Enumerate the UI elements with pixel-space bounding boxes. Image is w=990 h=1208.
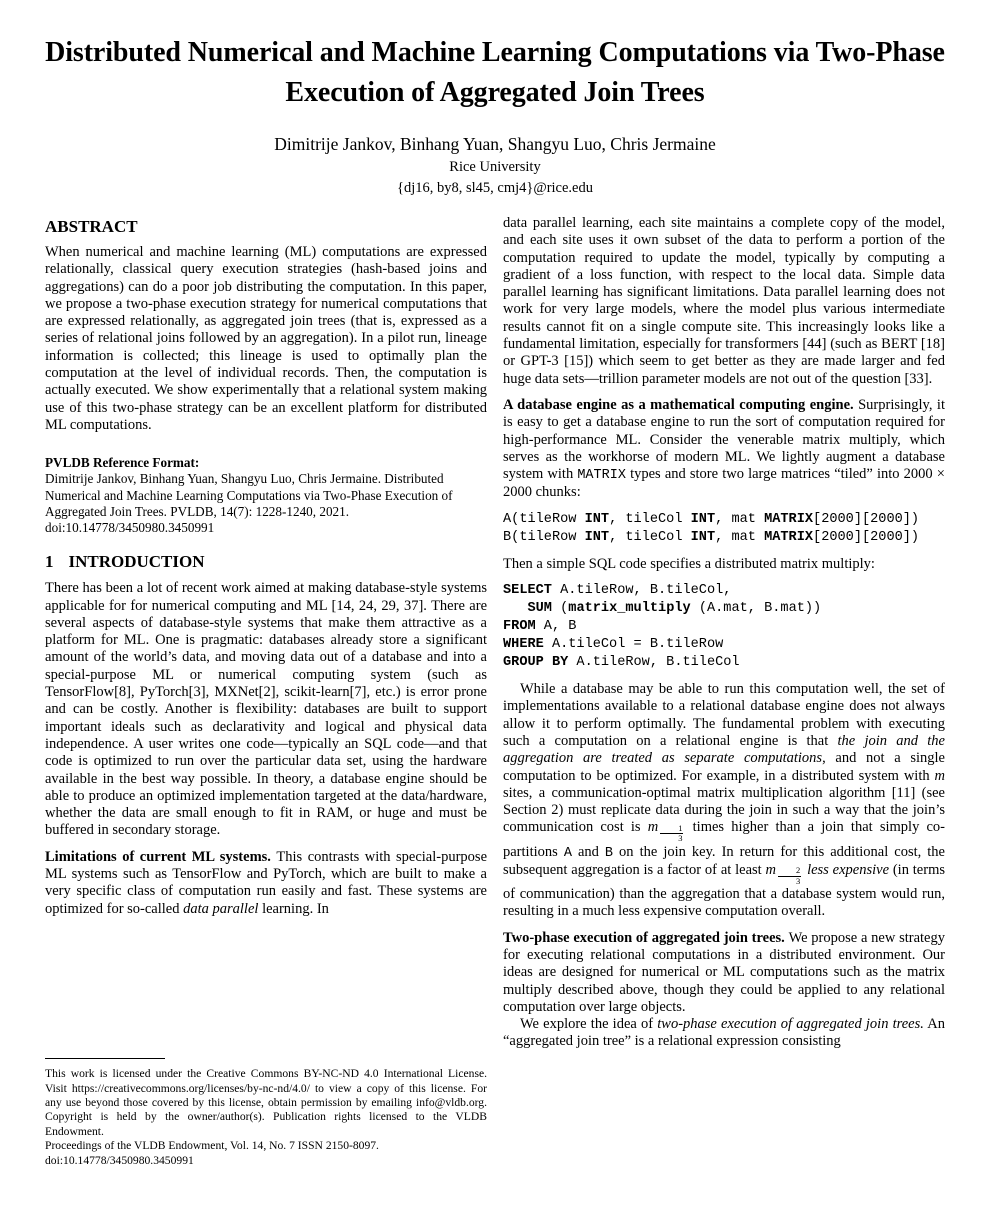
introduction-heading (45, 552, 487, 572)
while-paragraph: While a database may be able to run this computation well, the set of implementations available to a relational database engine does not always allow it to perform optimally. The fundamental problem with executing such a computation on a relational engine is that the join and the aggregation are treated as separate computations, and not a single computation to be optimized. For example, in a distributed system with m sites, a communication-optimal matrix multiplication algorithm [11] (see Section 2) must replicate data during the join in such a way that the join’s communication cost is m $\frac{1}{3}$ times higher than a join that simply co-partitions A and B on the join key. In return for this additional cost, the subsequent aggregation is a factor of at least m $\frac{2}{3}$ less expensive (in terms of communication) than the aggregation that a database system would run, resulting in a much less expensive computation overall. (503, 681, 945, 920)
affiliation-line: Rice University (449, 159, 541, 175)
abstract-paragraph: When numerical and machine learning (ML) computations are expressed relationally, classical query execution strategies (hash-based joins and aggregations) can do a poor job distributing the computation. In this paper, we propose a two-phase execution strategy for numerical computations that are expressed relationally, as aggregated join trees (that is, expressed as a series of relational joins followed by an aggregation). In a pilot run, lineage information is collected; this lineage is used to optimally plan the computation at the level of individual records. Then, the computation is actually executed. We show experimentally that a relational system making use of this two-phase strategy can be an excellent platform for distributed ML computations. (45, 244, 487, 433)
pvldb-reference-text: Dimitrije Jankov, Binhang Yuan, Shangyu Luo, Chris Jermaine. Distributed Numerical and Machine Learning Computations via Two-Phase Execution of Aggregated Join Trees. PVLDB, 14(7): 1228-1240, 2021. (45, 471, 453, 519)
sql-code-block: SELECT A.tileRow, B.tileCol, SUM (matrix_multiply (A.mat, B.mat)) FROM A, B WHERE A.tileCol = B.tileRow GROUP BY A.tileRow, B.tileCol (503, 583, 822, 671)
pvldb-reference-block (45, 455, 487, 536)
database-engine-paragraph: A database engine as a mathematical computing engine. Surprisingly, it is easy to get a database engine to run the sort of computation required for high-performance ML. Consider the venerable matrix multiply, which serves as the workhorse of modern ML. We lightly augment a database system with MATRIX types and store two large matrices “tiled” into 2000 × 2000 chunks: (503, 396, 945, 501)
pvldb-reference-doi: doi:10.14778/3450980.3450991 (45, 520, 215, 536)
footnote-doi: doi:10.14778/3450980.3450991 (45, 1153, 194, 1167)
emails-line: {dj16, by8, sl45, cmj4}@rice.edu (396, 180, 593, 196)
two-phase-paragraph: Two-phase execution of aggregated join trees. We propose a new strategy for executing relational computations in a distributed environment. Our ideas are designed for numerical or ML computations such as the matrix multiply described above, though they could be applied to any relational computation over large objects. (503, 929, 945, 1015)
title-block (0, 0, 990, 197)
abstract-heading: ABSTRACT (45, 217, 138, 236)
authors-line: Dimitrije Jankov, Binhang Yuan, Shangyu Luo, Chris Jermaine (274, 134, 716, 154)
footnote-proceedings: Proceedings of the VLDB Endowment, Vol. 14, No. 7 ISSN 2150-8097. (45, 1139, 379, 1153)
footnote-license: This work is licensed under the Creative Commons BY-NC-ND 4.0 International License. Visit https://creativecommons.org/licenses/by-nc-nd/4.0/ to view a copy of this license. For any use beyond those covered by this license, obtain permission by emailing info@vldb.org. Copyright is held by the owner/author(s). Publication rights licensed to the VLDB Endowment. (45, 1067, 487, 1138)
introduction-heading-label: INTRODUCTION (68, 552, 205, 572)
left-column (45, 215, 487, 1172)
pvldb-reference-heading: PVLDB Reference Format: (45, 455, 200, 471)
sql-intro-paragraph: Then a simple SQL code specifies a distributed matrix multiply: (503, 555, 875, 572)
right-column (503, 215, 945, 1172)
footnote (45, 1058, 487, 1168)
two-column-layout (0, 215, 990, 1172)
explore-paragraph: We explore the idea of two-phase execution of aggregated join trees. An “aggregated join tree” is a relational expression consisting (503, 1016, 945, 1050)
paper-title: Distributed Numerical and Machine Learning Computations via Two-Phase Execution of Aggregated Join Trees (45, 37, 945, 108)
introduction-paragraph: There has been a lot of recent work aimed at making database-style systems applicable for for numerical computing and ML [14, 24, 29, 37]. There are several aspects of database-style systems that make them attractive as a platform for ML. One is pragmatic: databases already store a significant amount of the world’s data, and moving data out of a database and into a special-purpose ML or numerical computing system (such as TensorFlow[8], PyTorch[3], MXNet[2], scikit-learn[7], etc.) is error prone and can be costly. Another is flexibility: databases are built to support important ideals such as declarativity and logical and physical data independence. A user writes one code—typically an SQL code—and that code is optimized to run over the particular data set, using the hardware available in the best way possible. In theory, a database engine should be able to produce an optimized implementation targeted at the data/hardware, whether the data are small enough to fit in RAM, or huge and must be buffered in secondary storage. (45, 580, 487, 839)
footnote-rule (45, 1058, 165, 1059)
limitations-paragraph: Limitations of current ML systems. This contrasts with special-purpose ML systems such as TensorFlow and PyTorch, which are built to make a very specific class of computation run easily and fast. These systems are optimized for so-called data parallel learning. In (45, 848, 487, 917)
schema-code-block: A(tileRow INT, tileCol INT, mat MATRIX[2000][2000]) B(tileRow INT, tileCol INT, mat MATRIX[2000][2000]) (503, 511, 920, 545)
introduction-section-number: 1 (45, 552, 54, 572)
data-parallel-paragraph: data parallel learning, each site maintains a complete copy of the model, and each site uses it own subset of the data to perform a portion of the computation required to update the model, typically by computing a gradient of a loss function, with respect to the local data. Simple data parallel learning has significant limitations. Data parallel learning does not work for very large models, where the model plus various intermediate results cannot fit on a single compute site. This increasingly looks like a fundamental limitation, especially for transformers [44] (such as BERT [18] or GPT-3 [15]) which seem to get better as they are made larger and fed huge data sets—trillion parameter models are not out of the question [33]. (503, 215, 945, 387)
